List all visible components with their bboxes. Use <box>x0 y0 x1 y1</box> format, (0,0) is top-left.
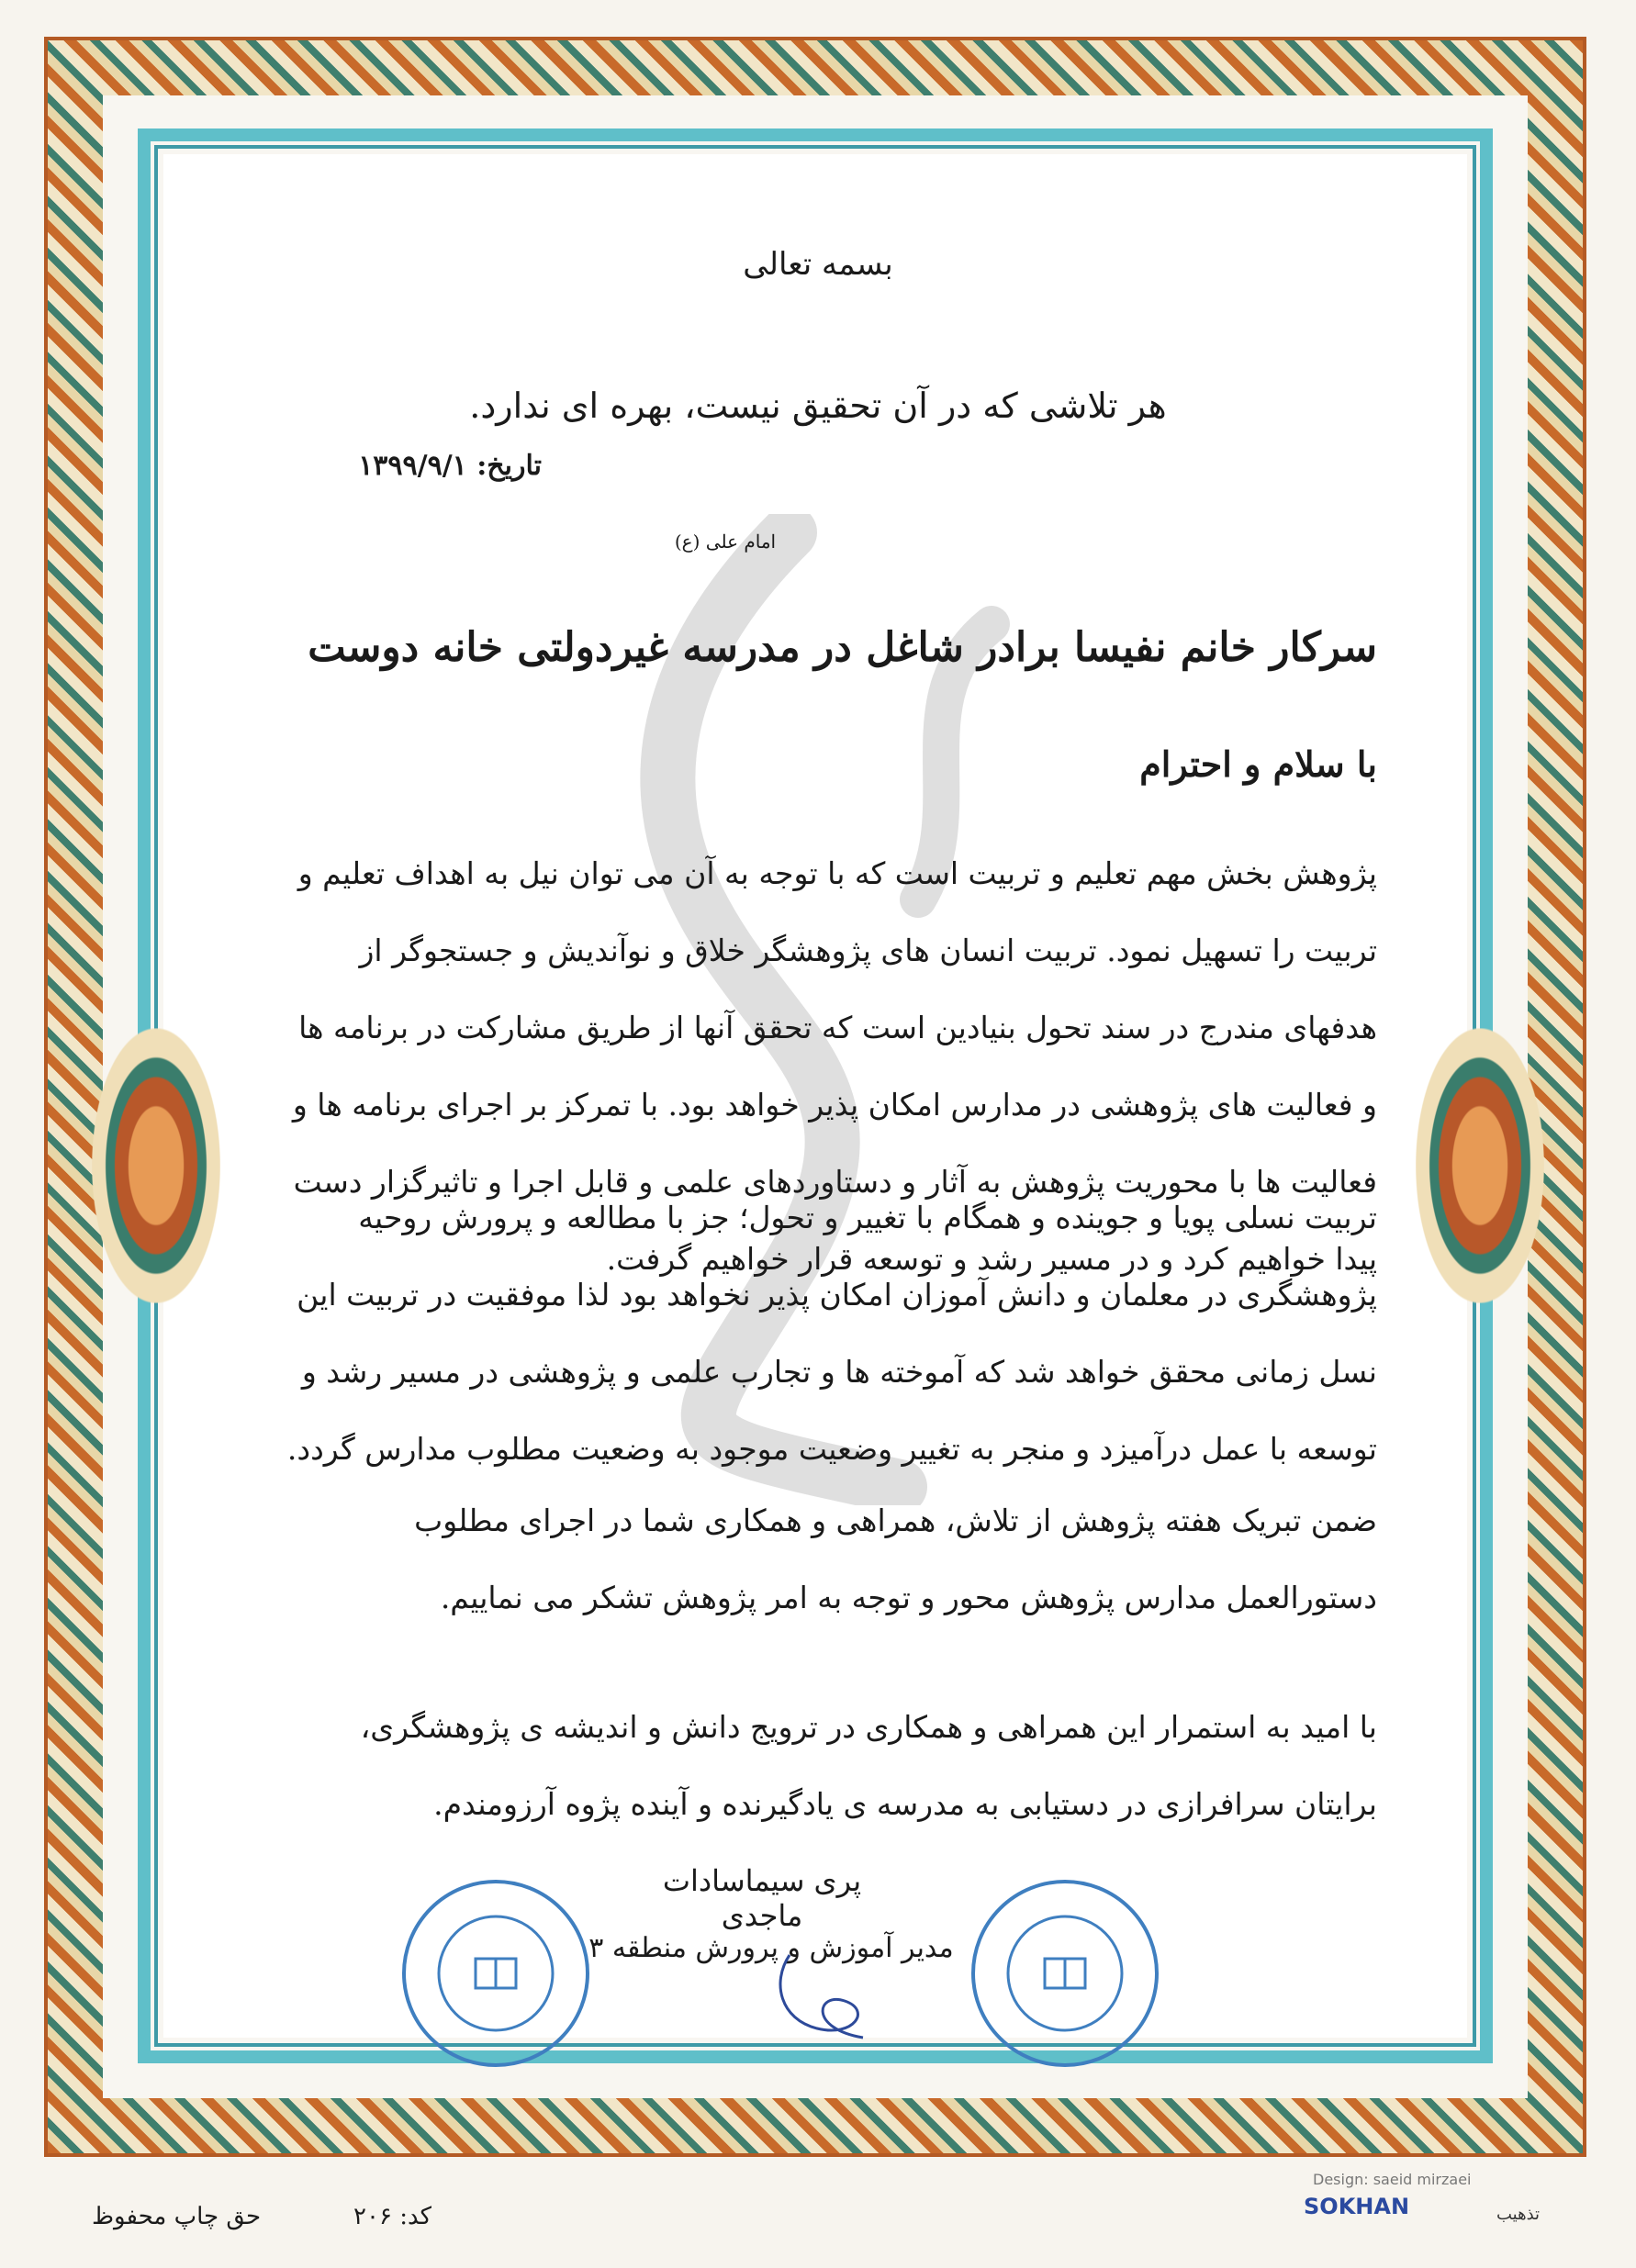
greeting: با سلام و احترام <box>1139 743 1377 785</box>
brand-logo: SOKHAN <box>1304 2194 1410 2219</box>
official-stamp-left <box>395 1872 597 2074</box>
left-medallion-ornament <box>92 1028 220 1303</box>
handwritten-signature <box>753 1946 891 2047</box>
tadhib-label: تذهیب <box>1496 2205 1541 2224</box>
signatory-name: پری سیماسادات ماجدی <box>662 1863 862 1933</box>
paragraph-2: تربیت نسلی پویا و جوینده و همگام با تغییر و تحول؛ جز با مطالعه و پرورش روحیه پژوهشگری در معلمان و دانش آموزان امکان پذیر نخواهد بود لذا موفقیت در تربیت این نسل زمانی محقق خواهد شد که آموخته ها و تجارب علمی و پژوهشی در مسیر رشد و توسعه با عمل درآمیزد و منجر به تغییر وضعیت موجود به وضعیت مطلوب مدارس گردد. <box>286 1200 1377 1467</box>
paragraph-1: پژوهش بخش مهم تعلیم و تربیت است که با توجه به آن می توان نیل به اهداف تعلیم و تربیت را تسهیل نمود. تربیت انسان های پژوهشگر خلاق و نوآندیش و جستجوگر از هدفهای مندرج در سند تحول بنیادین است که تحقق آنها از طریق مشارکت در برنامه ها و فعالیت های پژوهشی در مدارس امکان پذیر خواهد بود. با تمرکز بر اجرای برنامه ها و فعالیت ها با محوریت پژوهش به آثار و دستاوردهای علمی و قابل اجرا و تاثیرگزار دست پیدا خواهیم کرد و در مسیر رشد و توسعه قرار خواهیم گرفت. <box>292 855 1377 1277</box>
designer-credit: Design: saeid mirzaei <box>1313 2171 1472 2188</box>
right-medallion-ornament <box>1416 1028 1544 1303</box>
official-stamp-right <box>964 1872 1166 2074</box>
copyright-note: حق چاپ محفوظ <box>92 2203 262 2230</box>
paragraph-4: با امید به استمرار این همراهی و همکاری در ترویج دانش و اندیشه ی پژوهشگری، برایتان سرافرازی در دستیابی به مدرسه ی یادگیرنده و آینده پژوه آرزومندم. <box>360 1709 1377 1822</box>
product-code: کد: ۲۰۶ <box>353 2203 431 2230</box>
recipient-line: سرکار خانم نفیسا برادر شاغل در مدرسه غیردولتی خانه دوست <box>308 624 1377 671</box>
quote-attribution: امام علی (ع) <box>674 531 777 553</box>
paragraph-3: ضمن تبریک هفته پژوهش از تلاش، همراهی و همکاری شما در اجرای مطلوب دستورالعمل مدارس پژوهش محور و توجه به امر پژوهش تشکر می نماییم. <box>414 1503 1377 1615</box>
basmala: بسمه تعالی <box>743 246 893 283</box>
date: تاریخ: ۱۳۹۹/۹/۱ <box>358 450 542 482</box>
motto-quote: هر تلاشی که در آن تحقیق نیست، بهره ای ندارد. <box>469 385 1167 426</box>
signatory-title: مدیر آموزش و پرورش منطقه ۳ <box>588 1932 954 1964</box>
